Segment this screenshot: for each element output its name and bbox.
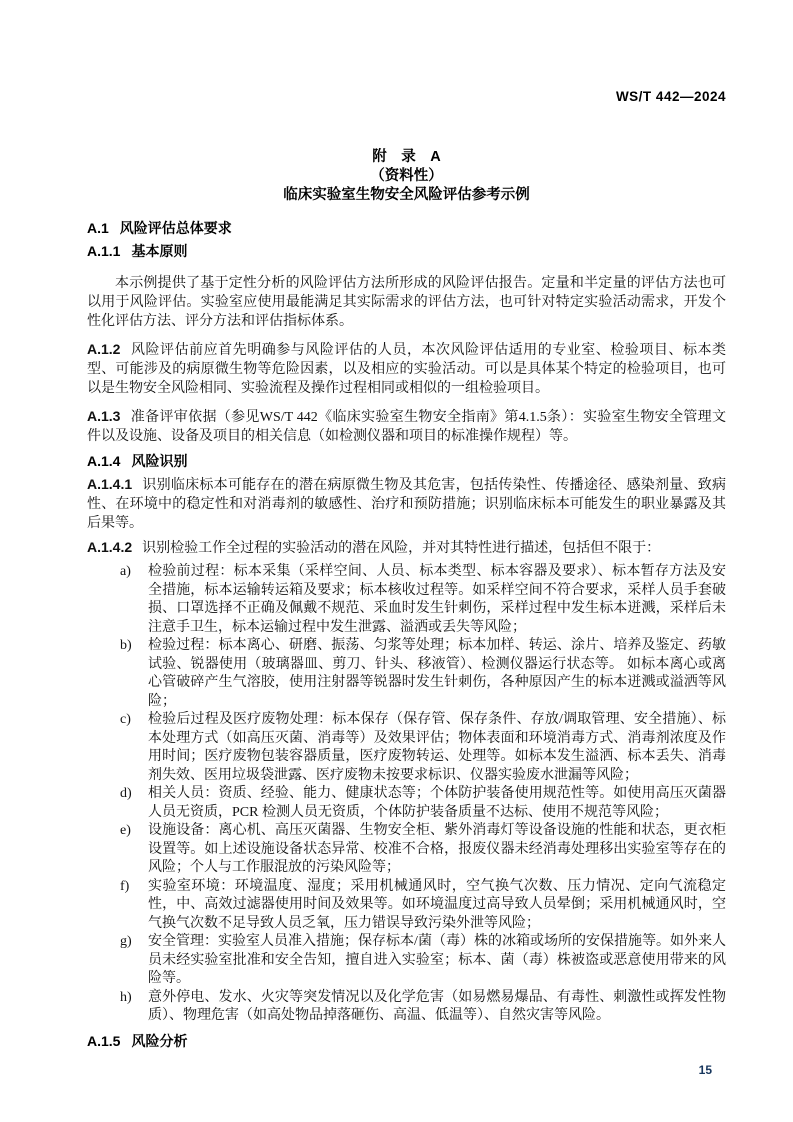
heading-a11: [87, 242, 726, 260]
list-marker-e: e): [120, 823, 131, 838]
appendix-title-block: [87, 148, 726, 205]
paragraph-a142-text: 识别检验工作全过程的实验活动的潜在风险，并对其特性进行描述，包括但不限于：: [142, 541, 661, 556]
heading-a15-number: A.1.5: [87, 1032, 121, 1049]
risk-list: [87, 563, 726, 1026]
list-text-h: 意外停电、发水、火灾等突发情况以及化学危害（如易燃易爆品、有毒性、刺激性或挥发性物质）、物理危害（如高处物品掉落砸伤、高温、低温等）、自然灾害等风险。: [148, 989, 726, 1023]
list-marker-a: a): [120, 564, 131, 579]
appendix-kind: （资料性）: [370, 168, 443, 184]
list-text-c: 检验后过程及医疗废物处理：标本保存（保存管、保存条件、存放/调取管理、安全措施）、标本处理方式（如高压灭菌、消毒等）及效果评估；物体表面和环境消毒方式、消毒剂浓度及作用时间；医疗废物包装容器质量，医疗废物转运、处理等。如标本发生溢洒、标本丢失、消毒剂失效、医用垃圾袋泄露、医疗废物未按要求标识、仪器实验废水泄漏等风险；: [148, 712, 726, 783]
list-item-c: [120, 711, 726, 785]
clause-a142-number: A.1.4.2: [87, 539, 133, 555]
list-item-g: [120, 933, 726, 989]
heading-a11-number: A.1.1: [87, 243, 121, 259]
list-item-f: [120, 878, 726, 934]
heading-a1-title: 风险评估总体要求: [119, 220, 232, 236]
heading-a15: [87, 1032, 726, 1050]
paragraph-a12: [87, 340, 726, 398]
list-text-g: 安全管理：实验室人员准入措施；保存标本/菌（毒）株的冰箱或场所的安保措施等。如外来人员未经实验室批准和安全告知，擅自进入实验室；标本、菌（毒）株被盗或恶意使用带来的风险等。: [148, 934, 726, 986]
list-item-e: [120, 822, 726, 878]
list-text-f: 实验室环境：环境温度、湿度；采用机械通风时，空气换气次数、压力情况、定向气流稳定性，中、高效过滤器使用时间及效果等。如环境温度过高导致人员晕倒；采用机械通风时，空气换气次数不足导致人员乏氧，压力错误导致污染外泄等风险；: [148, 878, 726, 931]
paragraph-a142: [87, 538, 726, 558]
list-text-e: 设施设备：离心机、高压灭菌器、生物安全柜、紫外消毒灯等设备设施的性能和状态，更衣柜设置等。如上述设施设备状态异常、校准不合格，报废仪器未经消毒处理移出实验室等存在的风险；个人与工作服混放的污染风险等；: [148, 823, 726, 875]
clause-a141-number: A.1.4.1: [87, 476, 133, 492]
list-item-a: [120, 563, 726, 637]
paragraph-a12-text: 风险评估前应首先明确参与风险评估的人员，本次风险评估适用的专业室、检验项目、标本类型、可能涉及的病原微生物等危险因素，以及相应的实验活动。可以是具体某个特定的检验项目，也可以是生物安全风险相同、实验流程及操作过程相同或相似的一组检验项目。: [87, 343, 726, 396]
list-marker-f: f): [120, 878, 130, 894]
appendix-name: 临床实验室生物安全风险评估参考示例: [283, 187, 530, 203]
list-text-d: 相关人员：资质、经验、能力、健康状态等；个体防护装备使用规范性等。如使用高压灭菌器人员无资质，PCR 检测人员无资质，个体防护装备质量不达标、使用不规范等风险；: [148, 786, 726, 820]
heading-a14-number: A.1.4: [87, 453, 121, 469]
clause-a12-number: A.1.2: [87, 341, 121, 357]
list-item-b: [120, 637, 726, 711]
paragraph-a141-text: 识别临床标本可能存在的潜在病原微生物及其危害，包括传染性、传播途径、感染剂量、致病性、在环境中的稳定性和对消毒剂的敏感性、治疗和预防措施；识别临床标本可能发生的职业暴露及其后果等。: [87, 478, 726, 531]
paragraph-a111: [87, 274, 726, 331]
paragraph-a13-text: 准备评审依据（参见WS/T 442《临床实验室生物安全指南》第4.1.5条）：实验室生物安全管理文件以及设施、设备及项目的相关信息（如检测仪器和项目的标准操作规程）等。: [87, 410, 726, 444]
heading-a1: [87, 219, 726, 237]
heading-a1-number: A.1: [87, 220, 109, 236]
heading-a11-title: 基本原则: [131, 243, 188, 259]
list-item-d: [120, 785, 726, 822]
list-text-a: 检验前过程：标本采集（采样空间、人员、标本类型、标本容器及要求）、标本暂存方法及安全措施，标本运输转运箱及要求；标本核收过程等。如采样空间不符合要求，采样人员手套破损、口罩选择不正确及佩戴不规范、采血时发生针刺伤，采样过程中发生标本迸溅，采样后未注意手卫生，标本运输过程中发生泄露、溢洒或丢失等风险；: [148, 564, 726, 635]
page-number: 15: [698, 1062, 712, 1077]
page-header: [87, 0, 726, 106]
heading-a14: [87, 452, 726, 470]
list-item-h: [120, 989, 726, 1026]
paragraph-a13: [87, 407, 726, 446]
list-marker-d: d): [120, 786, 132, 801]
heading-a14-title: 风险识别: [131, 453, 188, 469]
list-marker-h: h): [120, 989, 132, 1005]
standard-number: WS/T 442—2024: [615, 89, 726, 104]
list-marker-g: g): [120, 934, 132, 949]
page-footer: [87, 1062, 726, 1078]
heading-a15-title: 风险分析: [131, 1032, 188, 1049]
list-marker-c: c): [120, 712, 131, 727]
list-text-b: 检验过程：标本离心、研磨、振荡、匀浆等处理；标本加样、转运、涂片、培养及鉴定、药敏试验、锐器使用（玻璃器皿、剪刀、针头、移液管）、检测仪器运行状态等。 如标本离心或离心管破碎产生气溶胶，使用注射器等锐器时发生针刺伤，各种原因产生的标本迸溅或溢洒等风险；: [148, 638, 726, 709]
paragraph-a141: [87, 475, 726, 533]
paragraph-a111-text: 本示例提供了基于定性分析的风险评估方法所形成的风险评估报告。定量和半定量的评估方法也可以用于风险评估。实验室应使用最能满足其实际需求的评估方法，也可针对特定实验活动需求，开发个性化评估方法、评分方法和评估指标体系。: [87, 276, 726, 329]
clause-a13-number: A.1.3: [87, 408, 121, 424]
list-marker-b: b): [120, 638, 132, 653]
appendix-label: 附 录 A: [372, 149, 441, 165]
